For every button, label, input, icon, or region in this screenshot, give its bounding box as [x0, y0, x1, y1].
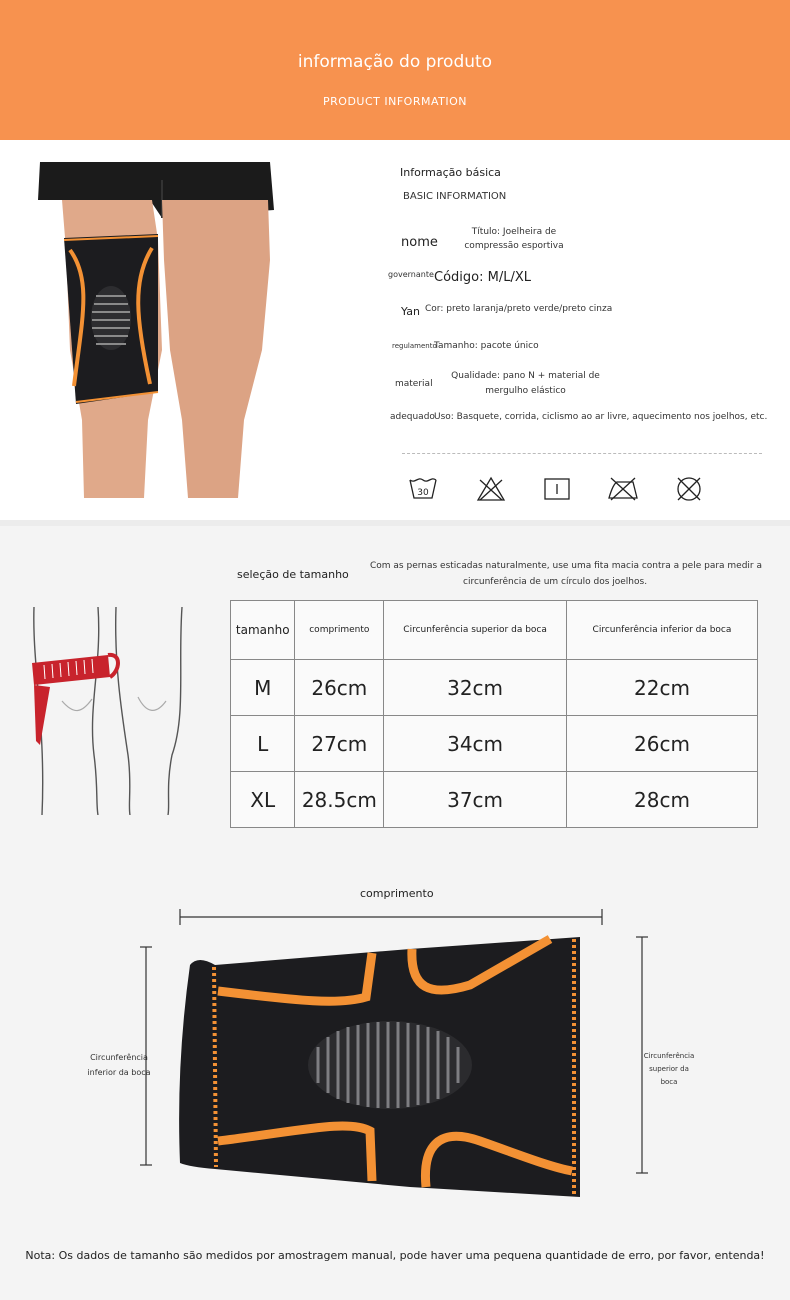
row-label-material: material — [395, 379, 433, 389]
header-circ-superior: Circunferência superior da boca — [384, 601, 567, 660]
table-row — [231, 716, 758, 772]
row-value-titulo: Título: Joelheira de compressão esportiva — [464, 227, 564, 251]
diagram-left-label: Circunferência inferior da boca — [87, 1053, 151, 1077]
header-banner — [0, 0, 790, 140]
cell-lower: 28cm — [566, 772, 757, 828]
basic-info-heading: Informação básica — [400, 166, 501, 179]
page-subtitle: PRODUCT INFORMATION — [323, 95, 467, 108]
row-label-nome: nome — [401, 235, 438, 250]
size-selection-label: seleção de tamanho — [237, 568, 349, 581]
size-instruction-line1: Com as pernas esticadas naturalmente, use uma fita macia contra a pele para medir a — [370, 561, 763, 571]
row-label-yan: Yan — [401, 305, 420, 318]
cell-length: 28.5cm — [295, 772, 384, 828]
cell-upper: 32cm — [384, 660, 567, 716]
product-photo — [12, 160, 309, 500]
measuring-illustration — [22, 605, 202, 815]
line-dry-icon — [543, 476, 573, 502]
row-label-governante: governante — [388, 270, 434, 279]
row-label-regulamento: regulamento — [392, 342, 437, 350]
size-note: Nota: Os dados de tamanho são medidos por amostragem manual, pode haver uma pequena quantidade de erro, por favor, entenda! — [25, 1249, 765, 1262]
row-value-uso: Uso: Basquete, corrida, ciclismo ao ar livre, aquecimento nos joelhos, etc. — [434, 412, 768, 422]
cell-upper: 34cm — [384, 716, 567, 772]
cell-size: XL — [231, 772, 295, 828]
row-value-cor: Cor: preto laranja/preto verde/preto cinza — [425, 304, 613, 314]
cell-size: L — [231, 716, 295, 772]
cell-lower: 22cm — [566, 660, 757, 716]
table-row — [231, 772, 758, 828]
svg-text:30: 30 — [417, 488, 429, 498]
cell-size: M — [231, 660, 295, 716]
size-table — [230, 600, 758, 828]
diagram-right-label: Circunferência superior da boca — [643, 1052, 695, 1086]
section-divider — [0, 520, 790, 526]
cell-lower: 26cm — [566, 716, 757, 772]
row-value-tamanho: Tamanho: pacote único — [434, 341, 539, 351]
row-value-codigo: Código: M/L/XL — [434, 270, 531, 285]
header-comprimento: comprimento — [295, 601, 384, 660]
no-iron-icon — [607, 476, 639, 502]
table-header-row — [231, 601, 758, 660]
no-dry-clean-icon — [675, 476, 705, 502]
table-row — [231, 660, 758, 716]
cell-length: 26cm — [295, 660, 384, 716]
no-bleach-icon — [476, 476, 506, 502]
cell-length: 27cm — [295, 716, 384, 772]
size-instruction-line2: circunferência de um círculo dos joelhos. — [463, 577, 648, 587]
info-divider — [402, 453, 762, 454]
sleeve-diagram — [80, 905, 700, 1205]
header-circ-inferior: Circunferência inferior da boca — [566, 601, 757, 660]
wash-30-icon — [408, 476, 438, 502]
row-label-adequado: adequado — [390, 412, 435, 422]
basic-info-subheading: BASIC INFORMATION — [403, 191, 507, 202]
page-title: informação do produto — [297, 52, 493, 72]
row-value-qualidade: Qualidade: pano N + material de mergulho elástico — [451, 371, 600, 396]
header-tamanho: tamanho — [231, 601, 295, 660]
cell-upper: 37cm — [384, 772, 567, 828]
diagram-length-label: comprimento — [360, 887, 434, 900]
